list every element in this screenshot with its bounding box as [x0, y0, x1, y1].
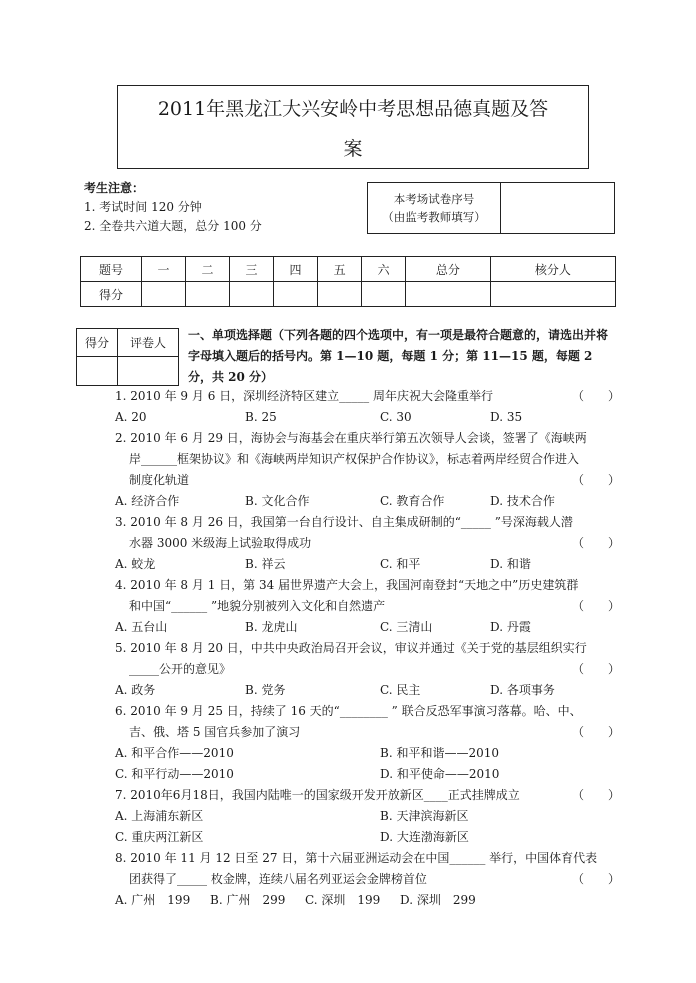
question-stem: 8. 2010 年 11 月 12 日至 27 日，第十六届亚洲运动会在中国______ 举行，中国体育代表 — [115, 851, 598, 865]
option: A. 经济合作 — [115, 494, 180, 508]
question-7 — [115, 785, 620, 806]
question-stem: 水器 3000 米级海上试验取得成功 — [129, 536, 312, 550]
question-stem-last — [115, 722, 620, 743]
option: B. 和平和谐——2010 — [380, 746, 499, 760]
option: D. 35 — [490, 410, 523, 424]
answer-bracket: （ ） — [571, 473, 620, 487]
option: B. 广州 299 — [210, 893, 286, 907]
answer-bracket: （ ） — [571, 536, 620, 550]
score-table-header-row — [81, 257, 616, 282]
option: A. 和平合作——2010 — [115, 746, 234, 760]
question-stem-last — [115, 596, 620, 617]
seat-number-box — [367, 182, 615, 234]
option: D. 和平使命——2010 — [380, 767, 500, 781]
notice-item: 1. 考试时间 120 分钟 — [84, 200, 202, 214]
answer-bracket: （ ） — [571, 725, 620, 739]
answer-bracket: （ ） — [571, 788, 620, 802]
option: C. 深圳 199 — [305, 893, 381, 907]
option: C. 30 — [380, 410, 412, 424]
option: C. 民主 — [380, 683, 421, 697]
option: B. 天津滨海新区 — [380, 809, 469, 823]
score-table-score-row — [81, 282, 616, 307]
score-header-cell: 一 — [142, 257, 186, 282]
option: A. 五台山 — [115, 620, 168, 634]
score-cell — [406, 282, 491, 307]
question-stem: 吉、俄、塔 5 国官兵参加了演习 — [129, 725, 301, 739]
question-4 — [115, 575, 620, 617]
option: A. 政务 — [115, 683, 156, 697]
exam-title-box — [117, 85, 589, 169]
exam-title-line2: 案 — [343, 138, 363, 160]
grader-score-label: 得分 — [77, 329, 118, 357]
question-stem: 7. 2010年6月18日，我国内陆唯一的国家级开发开放新区____正式挂牌成立 — [115, 788, 520, 802]
question-stem: 1. 2010 年 9 月 6 日，深圳经济特区建立_____ 周年庆祝大会隆重举行 — [115, 389, 493, 403]
notice-item: 2. 全卷共六道大题，总分 100 分 — [84, 219, 262, 233]
grader-score-cell — [77, 357, 118, 386]
question-stem: 团获得了_____ 枚金牌，连续八届名列亚运会金牌榜首位 — [129, 872, 427, 886]
question-8 — [115, 848, 620, 890]
score-cell — [318, 282, 362, 307]
score-header-cell: 题号 — [81, 257, 142, 282]
score-header-cell: 六 — [362, 257, 406, 282]
option: D. 技术合作 — [490, 494, 555, 508]
section-1-instructions: 一、单项选择题（下列各题的四个选项中，有一项是最符合题意的，请选出并将字母填入题后的括号内。第 1—10 题，每题 1 分；第 11—15 题，每题 2 分，共 20 分） — [188, 328, 609, 384]
question-3 — [115, 512, 620, 554]
question-stem: 制度化轨道 — [129, 473, 190, 487]
question-2 — [115, 428, 620, 491]
score-header-cell: 二 — [186, 257, 230, 282]
option: A. 上海浦东新区 — [115, 809, 204, 823]
exam-title-line1: 2011年黑龙江大兴安岭中考思想品德真题及答 — [157, 98, 549, 120]
question-6 — [115, 701, 620, 743]
question-stem-last — [115, 533, 620, 554]
notice-heading: 考生注意： — [84, 181, 145, 195]
score-header-cell: 五 — [318, 257, 362, 282]
question-5 — [115, 638, 620, 680]
candidate-notice — [84, 179, 262, 236]
question-stem-last — [115, 470, 620, 491]
question-6-options — [115, 743, 620, 785]
option: D. 丹霞 — [490, 620, 531, 634]
option: B. 祥云 — [245, 557, 286, 571]
seat-number-label-line2: （由监考教师填写） — [382, 210, 486, 224]
option: C. 重庆两江新区 — [115, 830, 204, 844]
answer-bracket: （ ） — [571, 872, 620, 886]
option: B. 龙虎山 — [245, 620, 298, 634]
score-header-cell: 三 — [230, 257, 274, 282]
grader-table — [76, 328, 179, 386]
score-cell — [490, 282, 615, 307]
answer-bracket: （ ） — [571, 599, 620, 613]
question-stem: 4. 2010 年 8 月 1 日，第 34 届世界遗产大会上，我国河南登封“天地之中”历史建筑群 — [115, 578, 579, 592]
option: B. 文化合作 — [245, 494, 310, 508]
answer-bracket: （ ） — [571, 662, 620, 676]
score-cell — [230, 282, 274, 307]
option: C. 三清山 — [380, 620, 433, 634]
score-header-cell: 总分 — [406, 257, 491, 282]
seat-number-label-line1: 本考场试卷序号 — [393, 192, 475, 206]
question-stem: _____公开的意见》 — [129, 662, 232, 676]
question-1 — [115, 386, 620, 407]
question-stem: 和中国“______ ”地貌分别被列入文化和自然遗产 — [129, 599, 386, 613]
option: C. 和平 — [380, 557, 421, 571]
option: A. 20 — [115, 410, 147, 424]
score-cell — [362, 282, 406, 307]
score-table — [80, 256, 616, 307]
answer-bracket: （ ） — [571, 389, 620, 403]
question-stem: 3. 2010 年 8 月 26 日，我国第一台自行设计、自主集成研制的“_____ ”号深海载人潜 — [115, 515, 573, 529]
option: A. 蛟龙 — [115, 557, 156, 571]
score-cell — [142, 282, 186, 307]
option: D. 深圳 299 — [400, 893, 476, 907]
grader-reviewer-cell — [118, 357, 179, 386]
score-header-cell: 核分人 — [490, 257, 615, 282]
score-header-cell: 四 — [274, 257, 318, 282]
question-stem: 岸______框架协议》和《海峡两岸知识产权保护合作协议》，标志着两岸经贸合作进入 — [129, 452, 580, 466]
option: D. 和谐 — [490, 557, 531, 571]
option: A. 广州 199 — [115, 893, 191, 907]
question-stem: 5. 2010 年 8 月 20 日，中共中央政治局召开会议，审议并通过《关于党的基层组织实行 — [115, 641, 587, 655]
score-row-label: 得分 — [81, 282, 142, 307]
question-stem-last — [115, 869, 620, 890]
score-cell — [274, 282, 318, 307]
seat-number-label — [368, 183, 501, 233]
option: D. 各项事务 — [490, 683, 555, 697]
question-stem-last — [115, 659, 620, 680]
option: B. 25 — [245, 410, 277, 424]
option: C. 教育合作 — [380, 494, 445, 508]
score-cell — [186, 282, 230, 307]
option: C. 和平行动——2010 — [115, 767, 234, 781]
option: B. 党务 — [245, 683, 286, 697]
option: D. 大连渤海新区 — [380, 830, 469, 844]
question-7-options — [115, 806, 620, 848]
question-stem: 2. 2010 年 6 月 29 日，海协会与海基会在重庆举行第五次领导人会谈，签署了《海峡两 — [115, 431, 587, 445]
question-stem: 6. 2010 年 9 月 25 日，持续了 16 天的“________ ” 联合反恐军事演习落幕。哈、中、 — [115, 704, 582, 718]
grader-reviewer-label: 评卷人 — [118, 329, 179, 357]
